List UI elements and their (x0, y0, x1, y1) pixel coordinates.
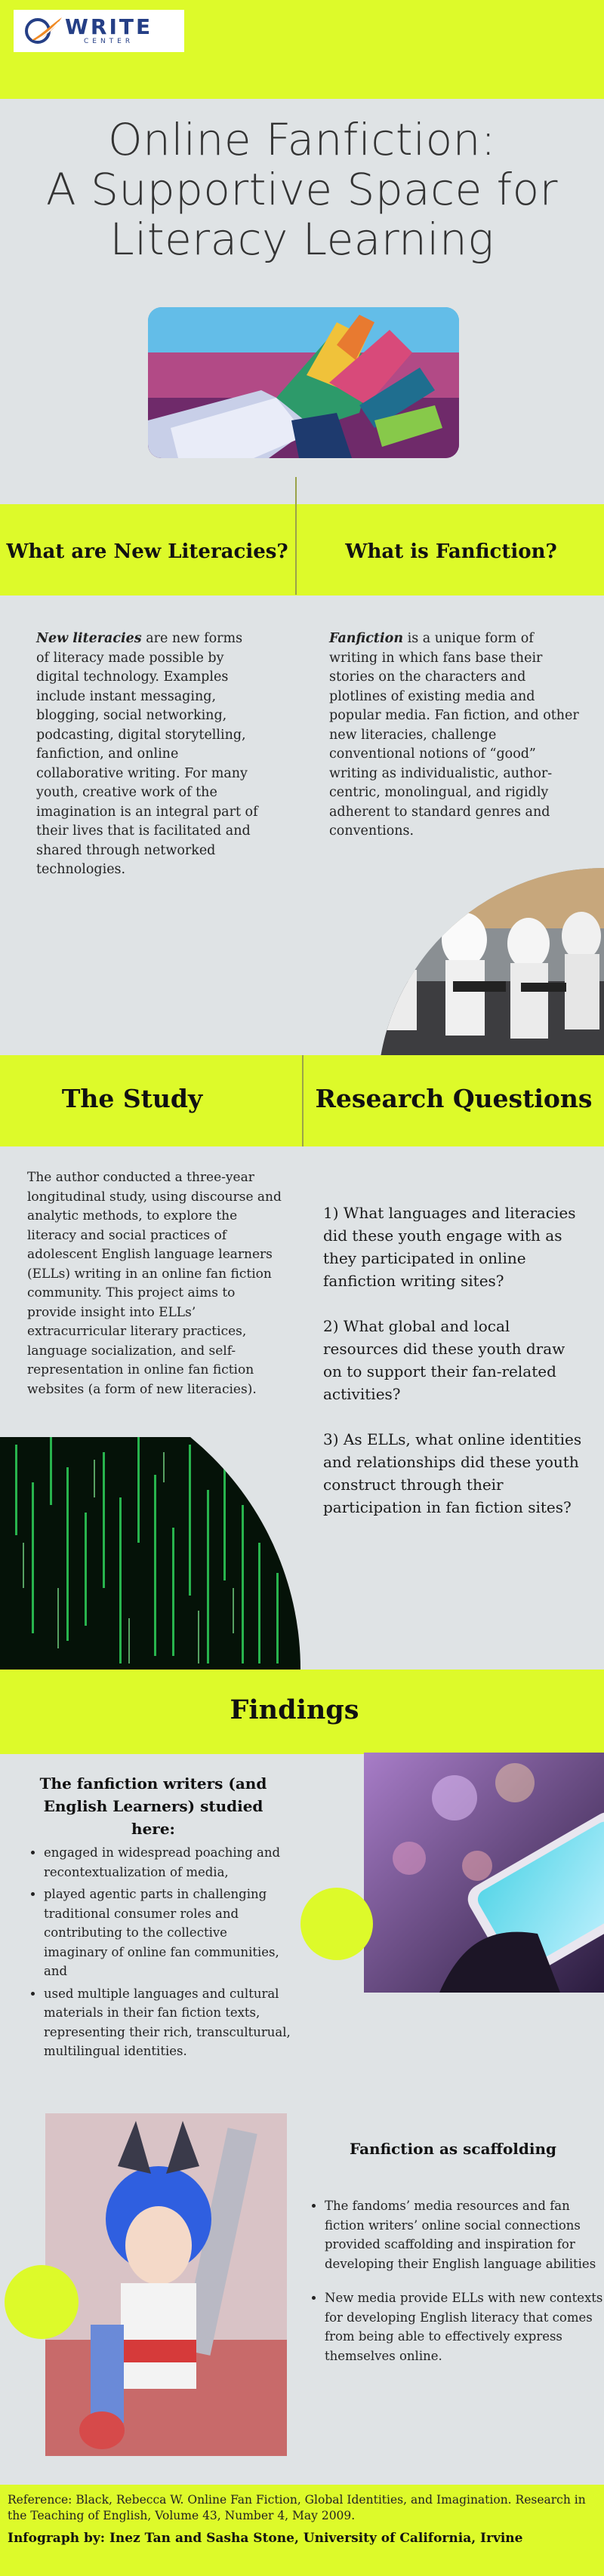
stormtroopers-image (302, 868, 604, 1055)
scaffolding-header: Fanfiction as scaffolding (349, 2140, 557, 2158)
logo-subword: CENTER (83, 38, 134, 45)
research-questions-list (323, 1202, 587, 1519)
logo-word: WRITE (65, 14, 153, 39)
findings-subheader: The fanfiction writers (and English Learners) studied here: (39, 1774, 267, 1838)
scaffolding-list (308, 2196, 604, 2368)
fanfiction-term: Fanfiction (329, 631, 404, 646)
title-line: Literacy Learning (109, 214, 495, 265)
cosplay-image (45, 2113, 287, 2456)
phone-image (364, 1753, 604, 1993)
list-item: • played agentic parts in challenging traditional consumer roles and contributing to the collective imaginary of online fan communities, and (44, 1885, 293, 1981)
research-questions-header: Research Questions (315, 1084, 593, 1113)
accent-circle (5, 2265, 79, 2339)
new-literacies-term: New literacies (36, 631, 142, 646)
list-item: • New media provide ELLs with new contexts for developing English literacy that comes from being able to effectively express themselves online. (325, 2288, 604, 2365)
fanfiction-header: What is Fanfiction? (345, 540, 557, 563)
findings-header: Findings (230, 1694, 359, 1725)
title-line: A Supportive Space for (46, 164, 558, 215)
new-literacies-text: New literacies are new forms of literacy made possible by digital technology. Examples include instant messaging, blogging, social networking, podcasting, digital storytelling, fanfiction, and online collaborative writing. For many youth, creative work of the imagination is an integral part of their lives that is facilitated and shared through networked technologies. (36, 631, 258, 877)
hero-hands-image (148, 307, 459, 458)
list-item: • used multiple languages and cultural materials in their fan fiction texts, representing their rich, transculturual, multilingual identities. (44, 1984, 293, 2061)
reference-text: Reference: Black, Rebecca W. Online Fan Fiction, Global Identities, and Imagination. Research in the Teaching of English, Volume 43, Number 4, May 2009. (8, 2493, 586, 2522)
research-question: 3) As ELLs, what online identities and relationships did these youth construct through their participation in fan fiction sites? (323, 1430, 582, 1516)
study-text: The author conducted a three-year longitudinal study, using discourse and analytic methods, to explore the literacy and social practices of adolescent English language learners (ELLs) writing in an online fan fiction community. This project aims to provide insight into ELLs’ extracurricular literary practices, language socialization, and self-representation in online fan fiction websites (a form of new literacies). (27, 1170, 282, 1397)
research-question: 2) What global and local resources did these youth draw on to support their fan-related activities? (323, 1317, 565, 1403)
quill-icon (20, 14, 65, 48)
research-question: 1) What languages and literacies did these youth engage with as they participated in online fanfiction writing sites? (323, 1204, 576, 1290)
matrix-code-image (0, 1437, 300, 1670)
accent-circle (300, 1888, 373, 1960)
divider-line (295, 477, 297, 595)
study-header: The Study (61, 1084, 203, 1113)
credit-text: Infograph by: Inez Tan and Sasha Stone, University of California, Irvine (8, 2531, 523, 2546)
page-title (0, 115, 604, 264)
findings-list (27, 1843, 293, 2064)
write-center-logo (14, 10, 184, 52)
list-item: • The fandoms’ media resources and fan fiction writers’ online social connections provided scaffolding and inspiration for developing their English language abilities (325, 2196, 604, 2273)
title-line: Online Fanfiction: (108, 114, 496, 165)
new-literacies-header: What are New Literacies? (6, 540, 288, 563)
fanfiction-text: Fanfiction is a unique form of writing in which fans base their stories on the characters and plotlines of existing media and popular media. Fan fiction, and other new literacies, challenge conventional notions of “good” writing as individualistic, author-centric, monolingual, and rigidly adherent to standard genres and conventions. (329, 631, 579, 839)
list-item: • engaged in widespread poaching and recontextualization of media, (44, 1843, 293, 1882)
